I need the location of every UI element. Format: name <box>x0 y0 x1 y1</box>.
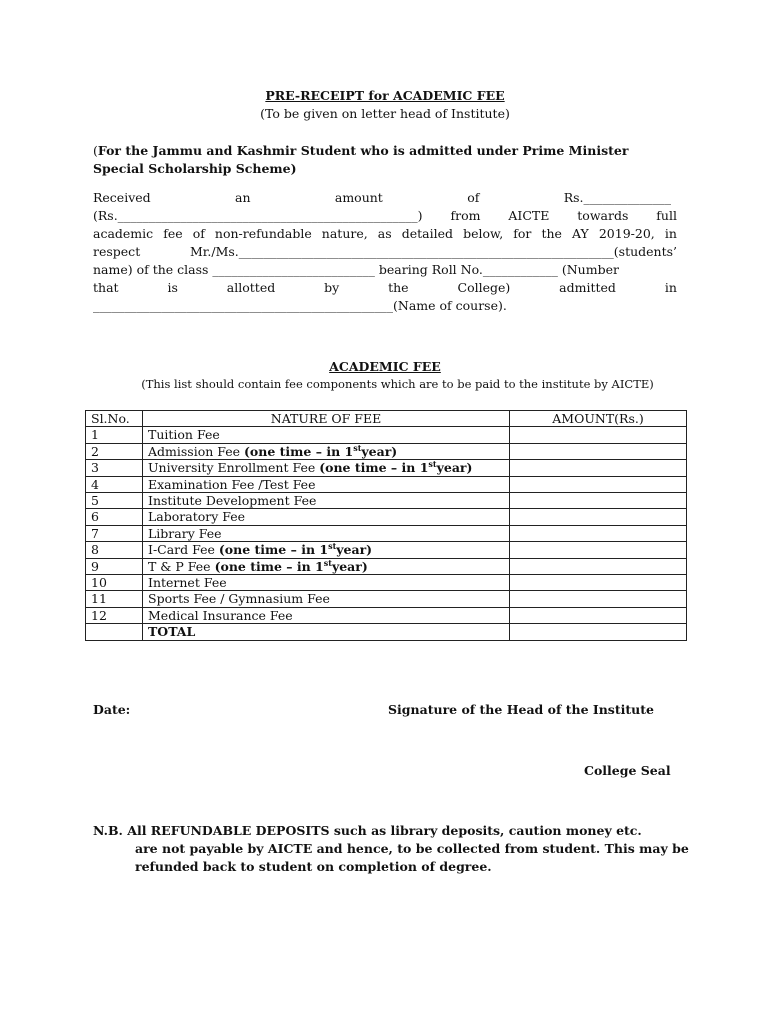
receipt-word: for <box>513 226 532 241</box>
fee-name: Medical Insurance Fee <box>148 607 293 623</box>
fee-name-cell <box>143 460 510 476</box>
amount-cell[interactable] <box>510 542 687 558</box>
college-seal-label: College Seal <box>584 763 671 778</box>
fee-qualifier-end: year) <box>336 542 373 558</box>
fee-qualifier-text: (one time – in 1 <box>214 558 324 574</box>
header-nature-of-fee: NATURE OF FEE <box>143 411 510 427</box>
receipt-line-5: name) of the class __________________________ bearing Roll No.____________ (Number <box>93 262 619 277</box>
receipt-line-3 <box>93 226 677 241</box>
table-row <box>86 493 687 509</box>
header-amount: AMOUNT(Rs.) <box>510 411 687 427</box>
fee-name: Sports Fee / Gymnasium Fee <box>148 591 330 607</box>
receipt-word: nature, <box>321 226 368 241</box>
receipt-line-6 <box>93 280 677 295</box>
scheme-statement <box>93 142 683 178</box>
fee-qualifier-end: year) <box>331 558 368 574</box>
sl-no-cell: 1 <box>86 427 143 443</box>
fee-name: Tuition Fee <box>148 427 220 443</box>
sl-no-cell: 12 <box>86 607 143 623</box>
fee-qualifier-text: (one time – in 1 <box>319 460 429 476</box>
academic-fee-note: (This list should contain fee components which are to be paid to the institute by AICTE) <box>141 377 654 391</box>
fee-name-cell <box>143 476 510 492</box>
receipt-word: Received <box>93 190 151 205</box>
fee-name-cell <box>143 509 510 525</box>
fee-qualifier-text: (one time – in 1 <box>244 443 354 459</box>
fee-table <box>85 410 687 641</box>
receipt-word: is <box>167 280 178 295</box>
table-row <box>86 525 687 541</box>
receipt-word: non-refundable <box>214 226 312 241</box>
ordinal-suffix: st <box>323 557 332 568</box>
sl-no-cell: 4 <box>86 476 143 492</box>
fee-table-header <box>86 411 687 427</box>
receipt-word: as <box>377 226 392 241</box>
receipt-word: full <box>656 208 677 223</box>
document-subtitle: (To be given on letter head of Institute) <box>260 106 510 121</box>
receipt-word: College) <box>457 280 511 295</box>
fee-name-cell <box>143 443 510 459</box>
receipt-word: towards <box>577 208 629 223</box>
amount-cell[interactable] <box>510 591 687 607</box>
sl-no-cell: 2 <box>86 443 143 459</box>
table-row <box>86 607 687 623</box>
receipt-word: fee <box>163 226 183 241</box>
receipt-word: respect <box>93 244 141 259</box>
amount-cell[interactable] <box>510 427 687 443</box>
table-row <box>86 575 687 591</box>
receipt-word: in <box>664 280 677 295</box>
document-title: PRE-RECEIPT for ACADEMIC FEE <box>265 88 505 103</box>
total-sl-cell <box>86 624 143 640</box>
ordinal-suffix: st <box>428 459 437 470</box>
table-row <box>86 558 687 574</box>
table-row <box>86 443 687 459</box>
fee-qualifier <box>219 542 372 557</box>
fee-name: University Enrollment Fee <box>148 460 320 476</box>
nota-bene-rest: are not payable by AICTE and hence, to be collected from student. This may be refunded back to student on completion of degree. <box>135 841 689 874</box>
table-row <box>86 476 687 492</box>
amount-cell[interactable] <box>510 558 687 574</box>
ordinal-suffix: st <box>328 541 337 552</box>
receipt-line-2 <box>93 208 677 223</box>
fee-name-cell <box>143 427 510 443</box>
fee-qualifier <box>244 444 397 459</box>
nota-bene <box>93 822 693 876</box>
fee-qualifier <box>215 559 368 574</box>
fee-name-cell <box>143 542 510 558</box>
receipt-word: academic <box>93 226 154 241</box>
receipt-word: the <box>541 226 562 241</box>
fee-name: Admission Fee <box>148 443 245 459</box>
fee-name-cell <box>143 575 510 591</box>
receipt-word: admitted <box>559 280 616 295</box>
sl-no-cell: 5 <box>86 493 143 509</box>
fee-name: Examination Fee /Test Fee <box>148 476 316 492</box>
fee-name-cell <box>143 493 510 509</box>
sl-no-cell: 9 <box>86 558 143 574</box>
fee-qualifier-end: year) <box>436 460 473 476</box>
receipt-word: allotted <box>226 280 276 295</box>
receipt-line-1 <box>93 190 671 205</box>
fee-name-cell <box>143 558 510 574</box>
receipt-word: detailed <box>401 226 454 241</box>
sl-no-cell: 7 <box>86 525 143 541</box>
receipt-word: below, <box>463 226 504 241</box>
sl-no-cell: 11 <box>86 591 143 607</box>
receipt-word: of <box>467 190 480 205</box>
receipt-word: Mr./Ms.____________________________________________________________(students’ <box>190 244 677 259</box>
fee-name-cell <box>143 591 510 607</box>
fee-name-cell <box>143 525 510 541</box>
fee-name: Internet Fee <box>148 575 227 591</box>
amount-cell[interactable] <box>510 443 687 459</box>
amount-cell[interactable] <box>510 493 687 509</box>
signature-label: Signature of the Head of the Institute <box>388 702 654 717</box>
fee-name: Library Fee <box>148 525 222 541</box>
table-row <box>86 460 687 476</box>
receipt-word: 2019-20, <box>598 226 655 241</box>
sl-no-cell: 6 <box>86 509 143 525</box>
receipt-word: AICTE <box>508 208 550 223</box>
fee-name: I-Card Fee <box>148 542 219 558</box>
table-row <box>86 509 687 525</box>
receipt-word: from <box>450 208 481 223</box>
sl-no-cell: 3 <box>86 460 143 476</box>
receipt-word: of <box>192 226 205 241</box>
total-label: TOTAL <box>143 624 510 640</box>
receipt-line-7: ________________________________________________(Name of course). <box>93 298 507 313</box>
amount-cell[interactable] <box>510 607 687 623</box>
receipt-word: the <box>388 280 409 295</box>
receipt-word: AY <box>572 226 589 241</box>
scheme-text: For the Jammu and Kashmir Student who is admitted under Prime Minister Special Scholarship Scheme) <box>93 143 629 176</box>
fee-name: Institute Development Fee <box>148 493 317 509</box>
amount-cell[interactable] <box>510 525 687 541</box>
sl-no-cell: 10 <box>86 575 143 591</box>
amount-cell[interactable] <box>510 509 687 525</box>
receipt-word: Rs.______________ <box>563 190 671 205</box>
receipt-word: amount <box>334 190 383 205</box>
fee-name-cell <box>143 607 510 623</box>
receipt-word: by <box>324 280 340 295</box>
academic-fee-title: ACADEMIC FEE <box>329 359 441 374</box>
ordinal-suffix: st <box>353 442 362 453</box>
total-row <box>86 624 687 640</box>
receipt-word: (Rs.________________________________________________) <box>93 208 423 223</box>
amount-cell[interactable] <box>510 575 687 591</box>
receipt-line-4 <box>93 244 677 259</box>
amount-cell[interactable] <box>510 460 687 476</box>
date-label: Date: <box>93 702 131 717</box>
fee-qualifier-text: (one time – in 1 <box>218 542 329 558</box>
scheme-open-paren: ( <box>93 143 98 158</box>
sl-no-cell: 8 <box>86 542 143 558</box>
receipt-word: an <box>235 190 251 205</box>
table-row <box>86 591 687 607</box>
amount-cell[interactable] <box>510 476 687 492</box>
table-row <box>86 427 687 443</box>
header-sl-no: Sl.No. <box>86 411 143 427</box>
fee-qualifier <box>319 460 472 475</box>
receipt-word: that <box>93 280 119 295</box>
nota-bene-first-line: N.B. All REFUNDABLE DEPOSITS such as library deposits, caution money etc. <box>93 823 642 838</box>
receipt-word: in <box>664 226 677 241</box>
fee-qualifier-end: year) <box>361 443 398 459</box>
table-row <box>86 542 687 558</box>
total-amount-cell[interactable] <box>510 624 687 640</box>
fee-name: T & P Fee <box>148 558 215 574</box>
fee-name: Laboratory Fee <box>148 509 246 525</box>
